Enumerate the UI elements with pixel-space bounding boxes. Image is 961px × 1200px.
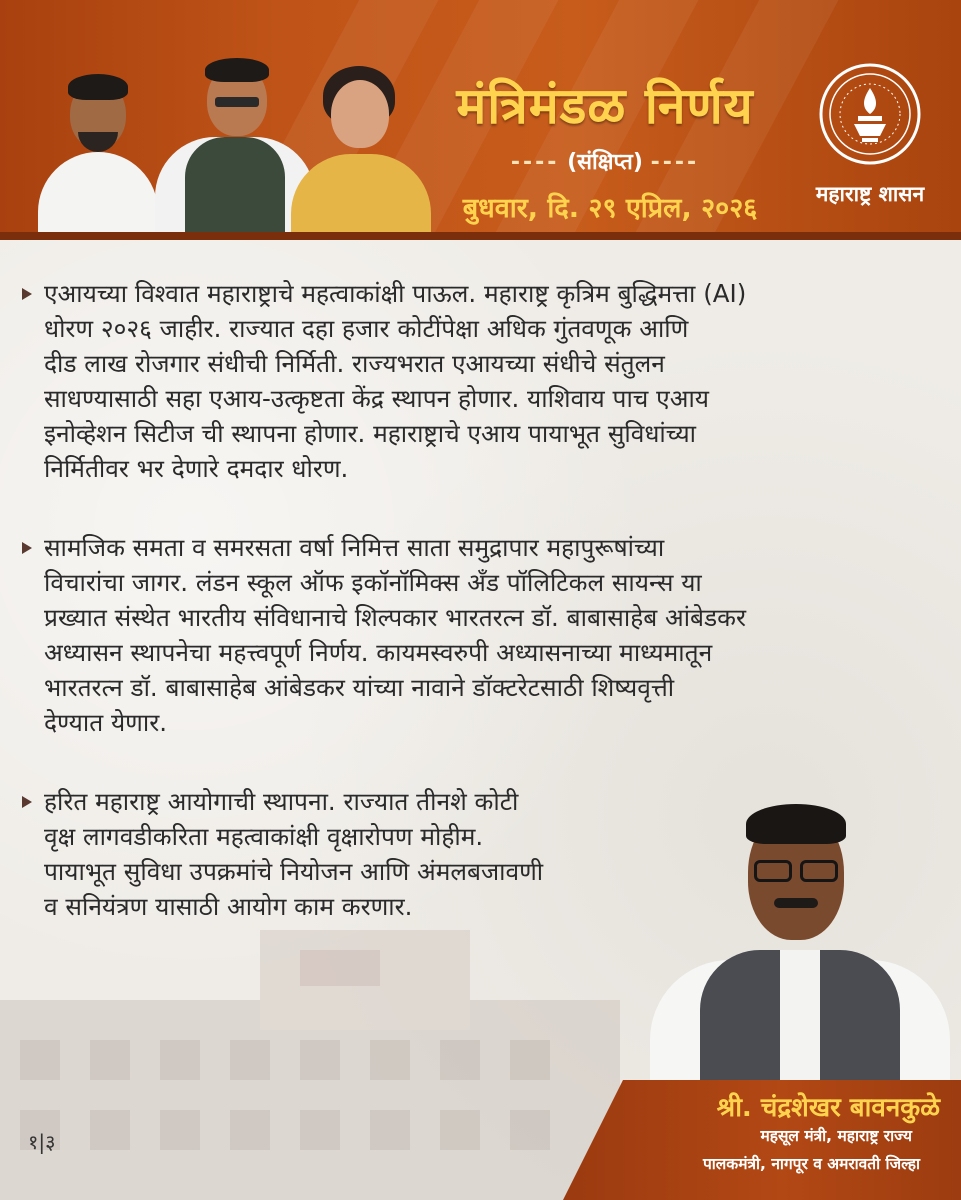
decision-line: वृक्ष लागवडीकरिता महत्वाकांक्षी वृक्षारोपण मोहीम.: [44, 822, 484, 851]
decision-item-green-commission: [22, 784, 662, 924]
subtitle-text: (संक्षिप्त): [567, 150, 643, 175]
bullet-arrow-icon: [22, 542, 32, 554]
decision-line: एआयच्या विश्वात महाराष्ट्राचे महत्वाकांक्षी पाऊल. महाराष्ट्र कृत्रिम बुद्धिमत्ता (AI): [44, 279, 747, 308]
decision-line: अध्यासन स्थापनेचा महत्त्वपूर्ण निर्णय. कायमस्वरुपी अध्यासनाच्या माध्यमातून: [44, 638, 713, 667]
meeting-date: बुधवार, दि. २९ एप्रिल, २०२६: [462, 193, 758, 224]
decision-line: व सनियंत्रण यासाठी आयोग काम करणार.: [44, 892, 413, 921]
leaders-photo: [30, 52, 440, 232]
decision-line: विचारांचा जागर. लंडन स्कूल ऑफ इकॉनॉमिक्स अँड पॉलिटिकल सायन्स या: [44, 568, 702, 597]
decision-item-ai-policy: [22, 276, 902, 486]
minister-post: महसूल मंत्री, महाराष्ट्र राज्य: [760, 1127, 912, 1145]
decision-item-ambedkar-chair: [22, 530, 902, 740]
leader-portrait-left: [30, 62, 160, 232]
header-divider: [0, 232, 961, 240]
maharashtra-seal-icon: [818, 62, 922, 166]
decision-line: देण्यात येणार.: [44, 708, 168, 737]
minister-name: श्री. चंद्रशेखर बावनकुळे: [716, 1093, 940, 1123]
bullet-arrow-icon: [22, 796, 32, 808]
page-subtitle: ---- (संक्षिप्त) ----: [510, 150, 700, 175]
government-label: महाराष्ट्र शासन: [815, 182, 925, 206]
decision-line: प्रख्यात संस्थेत भारतीय संविधानाचे शिल्पकार भारतरत्न डॉ. बाबासाहेब आंबेडकर: [44, 603, 746, 632]
decision-line: दीड लाख रोजगार संधीची निर्मिती. राज्यभरात एआयच्या संधीचे संतुलन: [44, 349, 665, 378]
decision-line: सामजिक समता व समरसता वर्षा निमित्त साता समुद्रापार महापुरूषांच्या: [44, 533, 665, 562]
decision-line: निर्मितीवर भर देणारे दमदार धोरण.: [44, 454, 349, 483]
decision-line: धोरण २०२६ जाहीर. राज्यात दहा हजार कोटींपेक्षा अधिक गुंतवणूक आणि: [44, 314, 689, 343]
header-banner: [0, 0, 961, 240]
page-title: मंत्रिमंडळ निर्णय: [456, 77, 754, 135]
page-number: १|३: [28, 1130, 56, 1154]
minister-portrait: [650, 800, 950, 1080]
decision-line: भारतरत्न डॉ. बाबासाहेब आंबेडकर यांच्या नावाने डॉक्टरेटसाठी शिष्यवृत्ती: [44, 673, 675, 702]
bullet-arrow-icon: [22, 288, 32, 300]
decision-line: इनोव्हेशन सिटीज ची स्थापना होणार. महाराष्ट्राचे एआय पायाभूत सुविधांच्या: [44, 419, 697, 448]
minister-districts: पालकमंत्री, नागपूर व अमरावती जिल्हा: [702, 1155, 920, 1173]
decision-line: हरित महाराष्ट्र आयोगाची स्थापना. राज्यात तीनशे कोटी: [44, 787, 519, 816]
mantralaya-building-image: [0, 930, 620, 1200]
decision-line: साधण्यासाठी सहा एआय-उत्कृष्टता केंद्र स्थापन होणार. याशिवाय पाच एआय: [44, 384, 709, 413]
decision-line: पायाभूत सुविधा उपक्रमांचे नियोजन आणि अंमलबजावणी: [44, 857, 544, 886]
